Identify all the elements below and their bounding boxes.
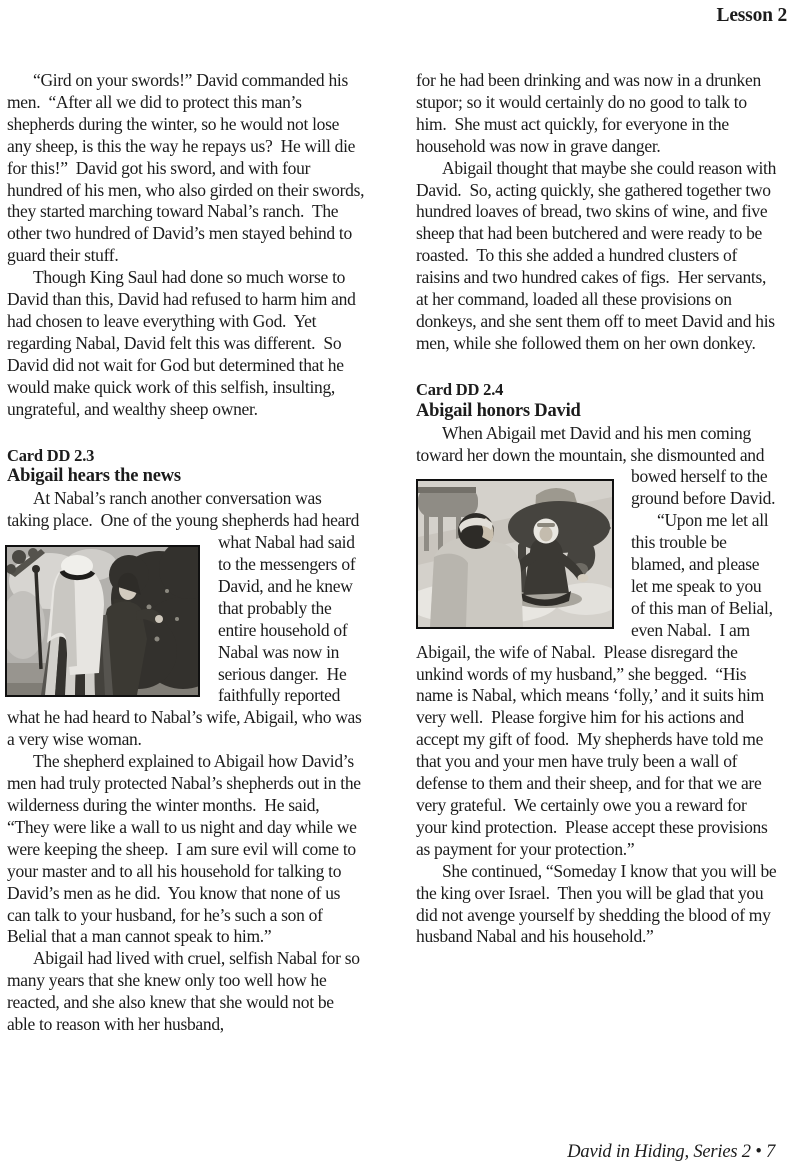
paragraph: Abigail thought that maybe she could reason with David. So, acting quickly, she gathered together two hundred loaves of bread, two skins of wine, and five sheep that had been butchered and were ready to be roasted. To this she added a hundred clusters of raisins and two hundred cakes of figs. Her servants, at her command, loaded all these provisions on donkeys, and she sent them off to meet David and his men, while she followed them on her own donkey. <box>416 157 777 353</box>
paragraph: “Upon me let all this trouble be blamed, and please let me speak to you of this man of Belial, even Nabal. I am Abigail, the wife of Nabal. Please disregard the unkind words of my husband,” she begged. “His name is Nabal, which means ‘folly,’ and it suits him very well. Please forgive him for his actions and accept my gift of food. My shepherds have told me that you and your men have truly been a wall of defense to them and their sheep, and for that we are very grateful. We certainly owe you a reward for your kind protection. Please accept these provisions as payment for your protection.” <box>416 510 773 859</box>
card-heading-dd-2-3 <box>7 445 365 489</box>
lesson-header: Lesson 2 <box>716 5 787 26</box>
paragraph: “Gird on your swords!” David commanded his men. “After all we did to protect this man’s shepherds during the winter, so he would not lose any sheep, is this the way he repays us? He will die for this!” David got his sword, and with four hundred of his men, who also girded on their swords, they started marching toward Nabal’s ranch. The other two hundred of David’s men stayed behind to guard their stuff. <box>7 70 365 266</box>
left-column <box>7 70 365 1036</box>
paragraph: The shepherd explained to Abigail how David’s men had truly protected Nabal’s shepherds out in the wilderness during the winter months. He said, “They were like a wall to us night and day while we were keeping the sheep. I am sure evil will come to your master and to all his household for talking to David’s men as he did. You know that none of us can talk to your husband, for he’s such a son of Belial that a man cannot speak to him.” <box>7 751 361 947</box>
card-label: Card DD 2.3 <box>7 445 95 465</box>
card-label: Card DD 2.4 <box>416 379 504 399</box>
card-title: Abigail honors David <box>416 400 581 421</box>
paragraph-text: had heard what Nabal had said to the messengers of David, and he knew that probably the entire household of Nabal was now in serious danger. He faithfully reported what he had heard to Nabal’s wife, Abigail, who was a very wise woman. <box>7 510 362 750</box>
paragraph-with-illustration <box>7 488 365 751</box>
paragraph-with-illustration <box>416 423 778 511</box>
paragraph: for he had been drinking and was now in a drunken stupor; so it would certainly do no good to talk to him. She must act quickly, for everyone in the household was now in grave danger. <box>416 70 761 156</box>
paragraph: Though King Saul had done so much worse to David than this, David had refused to harm him and had chosen to leave everything with God. Yet regarding Nabal, David felt this was different. So David did not wait for God but determined that he would make quick work of this selfish, insulting, ungrateful, and wealthy sheep owner. <box>7 267 356 419</box>
illustration-abigail-bows <box>416 479 614 629</box>
page-footer: David in Hiding, Series 2 • 7 <box>567 1142 775 1162</box>
paragraph: She continued, “Someday I know that you will be the king over Israel. Then you will be glad that you did not avenge yourself by shedding the blood of my husband Nabal and his household.” <box>416 860 777 947</box>
paragraph-text: When Abigail met David and his men coming toward her down the mountain, she <box>416 422 751 465</box>
card-title: Abigail hears the news <box>7 466 181 487</box>
card-heading-dd-2-4 <box>416 379 778 423</box>
illustration-shepherd-report <box>5 545 200 697</box>
right-column <box>416 70 778 948</box>
paragraph-text: dismounted and bowed herself to the ground before David. <box>631 444 776 509</box>
paragraph-text: At Nabal’s ranch another conversation was taking place. One of the young shepherds <box>7 488 322 531</box>
paragraph: Abigail had lived with cruel, selfish Nabal for so many years that she knew only too well how he reacted, and she also knew that she would not be able to reason with her husband, <box>7 948 360 1035</box>
